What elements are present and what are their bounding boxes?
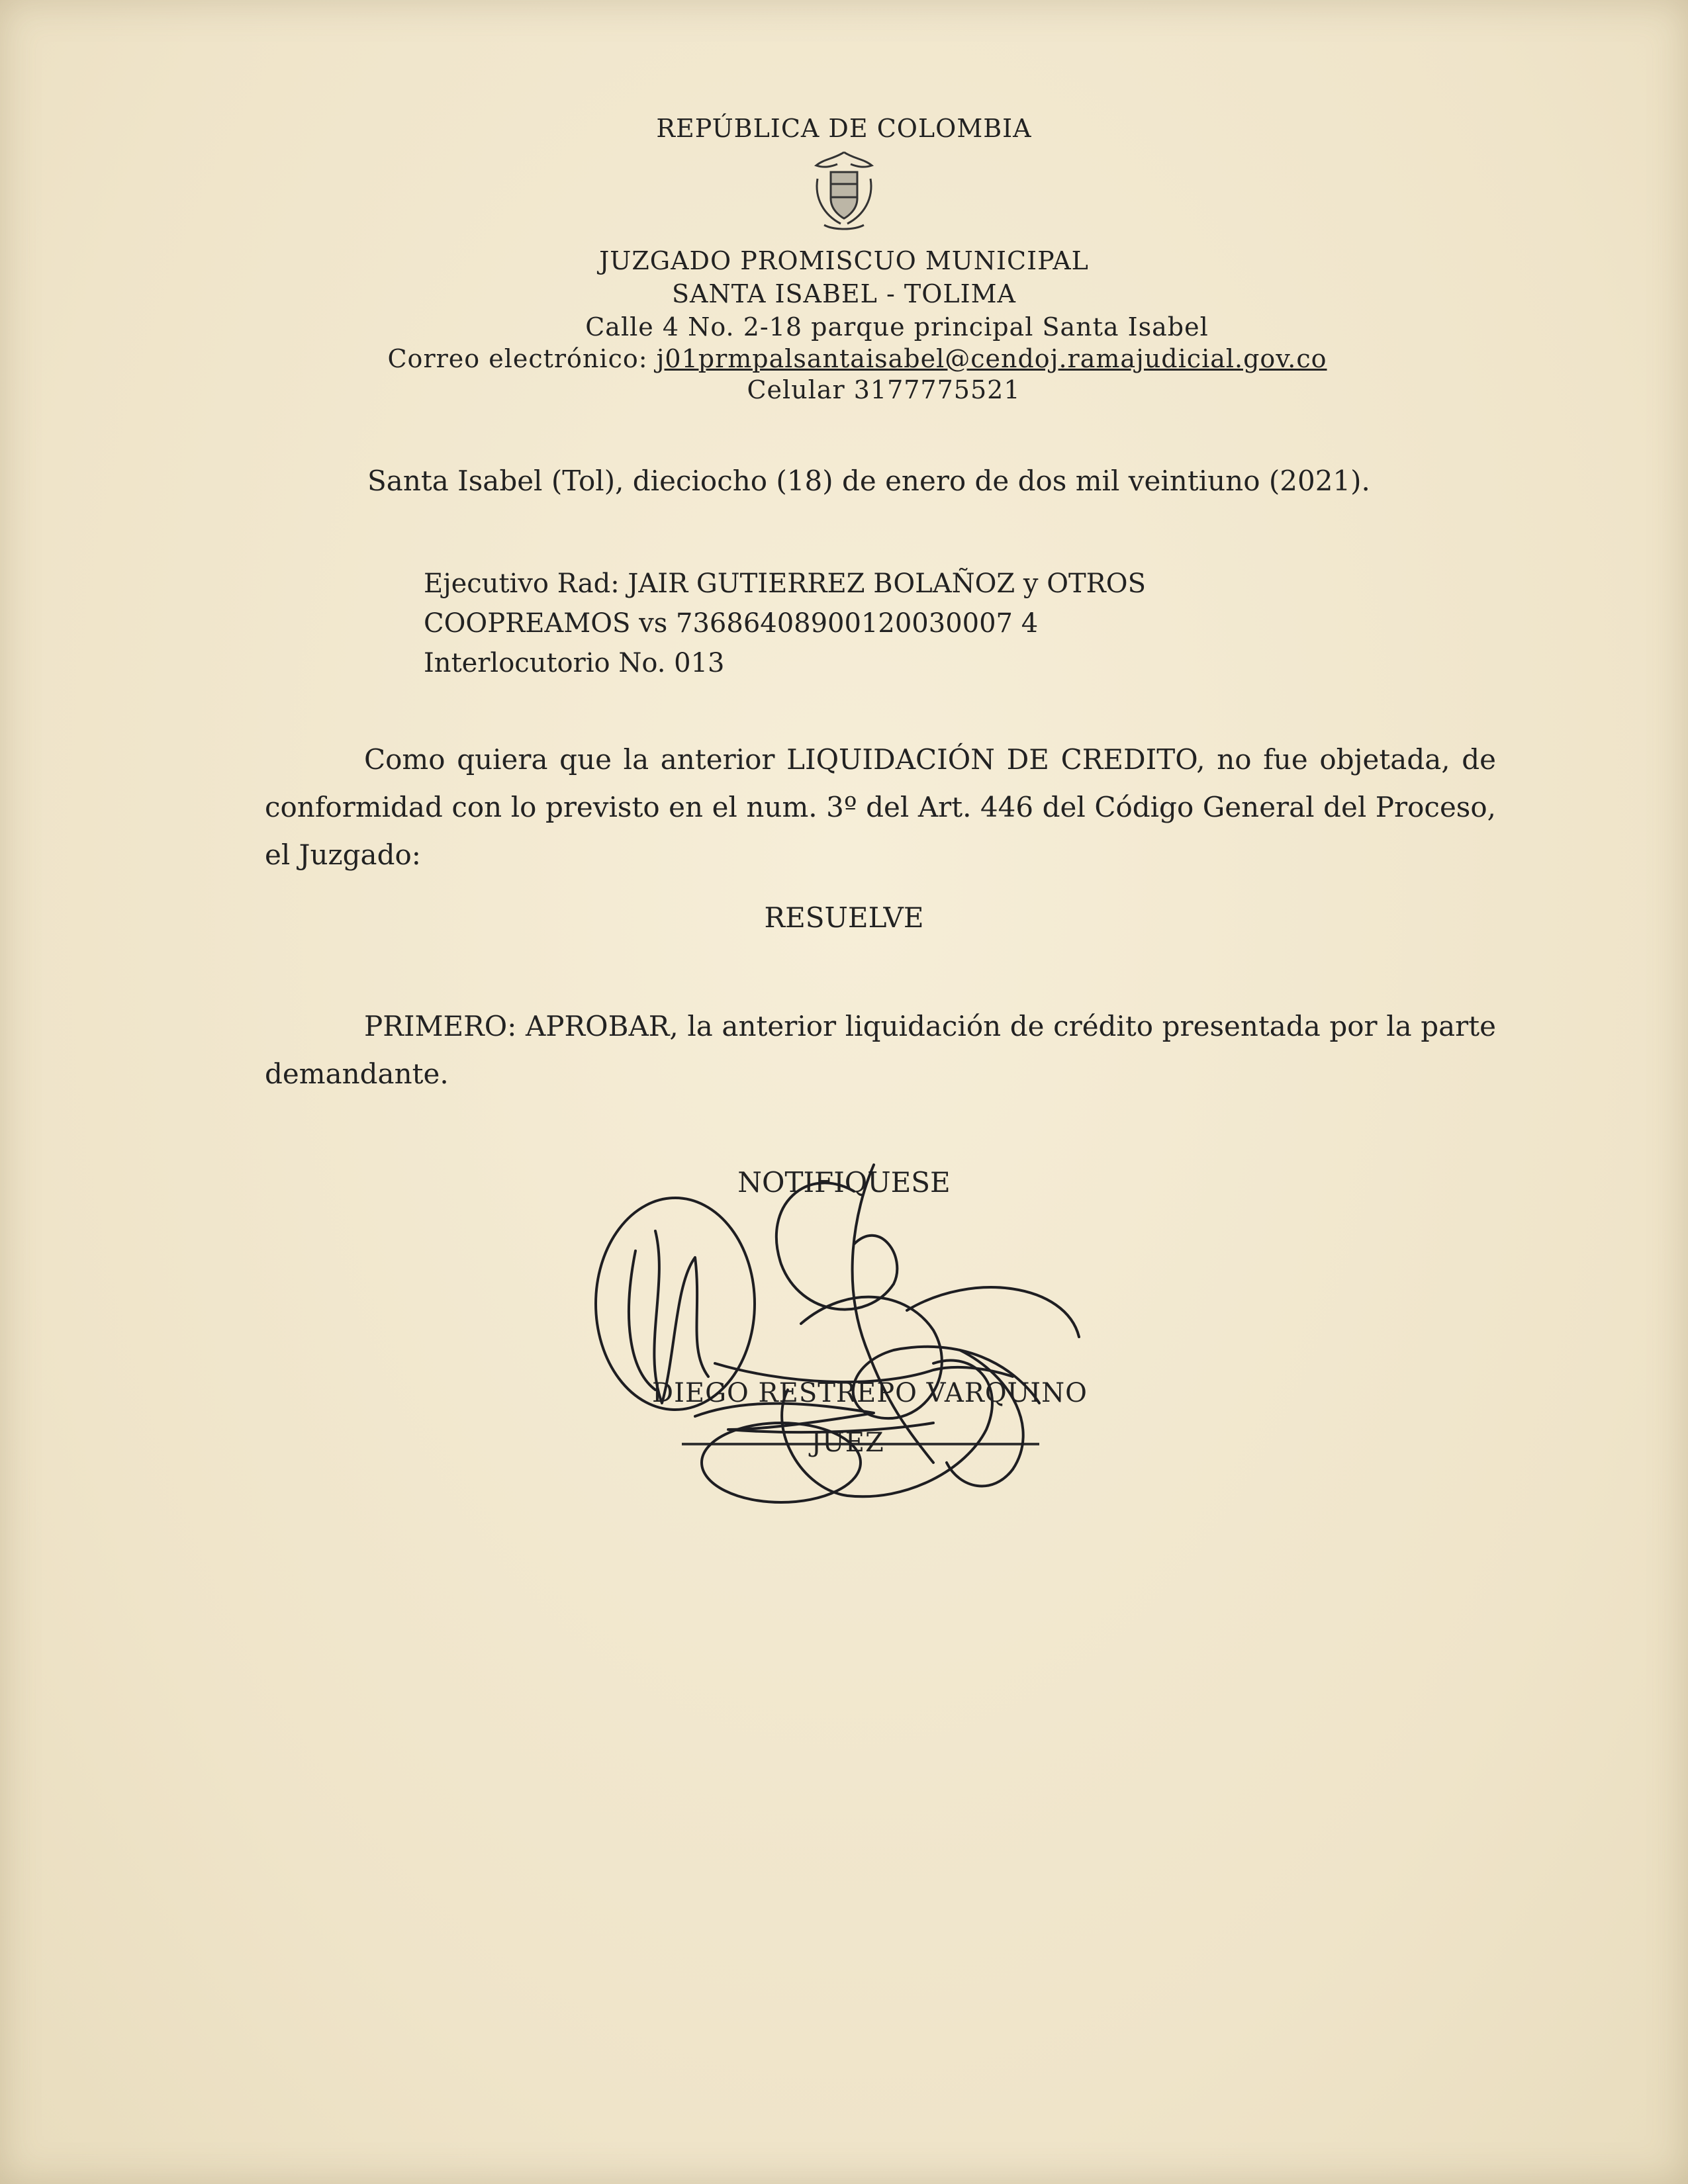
date-line: Santa Isabel (Tol), dieciocho (18) de enero de dos mil veintiuno (2021). [367, 465, 1370, 497]
handwritten-signature [563, 1152, 1092, 1522]
case-line-3: Interlocutorio No. 013 [424, 648, 725, 678]
body-paragraph: Como quiera que la anterior LIQUIDACIÓN DE CREDITO, no fue objetada, de conformidad con lo previsto en el num. 3º del Art. 446 del Código General del Proceso, el Juzgado: [265, 743, 1496, 871]
court-email-line [13, 346, 1688, 371]
resolution-paragraph: PRIMERO: APROBAR, la anterior liquidación de crédito presentada por la parte demandante. [265, 1010, 1496, 1090]
email-link[interactable]: j01prmpalsantaisabel@cendoj.ramajudicial.gov.co [656, 344, 1327, 373]
resolve-heading: RESUELVE [764, 901, 924, 934]
court-name: JUZGADO PROMISCUO MUNICIPAL [599, 246, 1089, 275]
signatory-title: JUEZ [811, 1428, 884, 1458]
court-city: SANTA ISABEL - TOLIMA [672, 279, 1016, 308]
case-line-1: Ejecutivo Rad: JAIR GUTIERREZ BOLAÑOZ y OTROS [424, 569, 1146, 599]
coat-of-arms-icon [811, 146, 877, 232]
signatory-name: DIEGO RESTREPO VARQUINO [652, 1378, 1088, 1408]
case-line-2: COOPREAMOS vs 73686408900120030007 4 [424, 608, 1039, 639]
court-phone: Celular 3177775521 [747, 375, 1021, 404]
email-label: Correo electrónico: [387, 344, 657, 373]
court-address: Calle 4 No. 2-18 parque principal Santa Isabel [585, 312, 1209, 341]
notify-heading: NOTIFIQUESE [737, 1166, 951, 1199]
country-heading: REPÚBLICA DE COLOMBIA [656, 114, 1032, 143]
